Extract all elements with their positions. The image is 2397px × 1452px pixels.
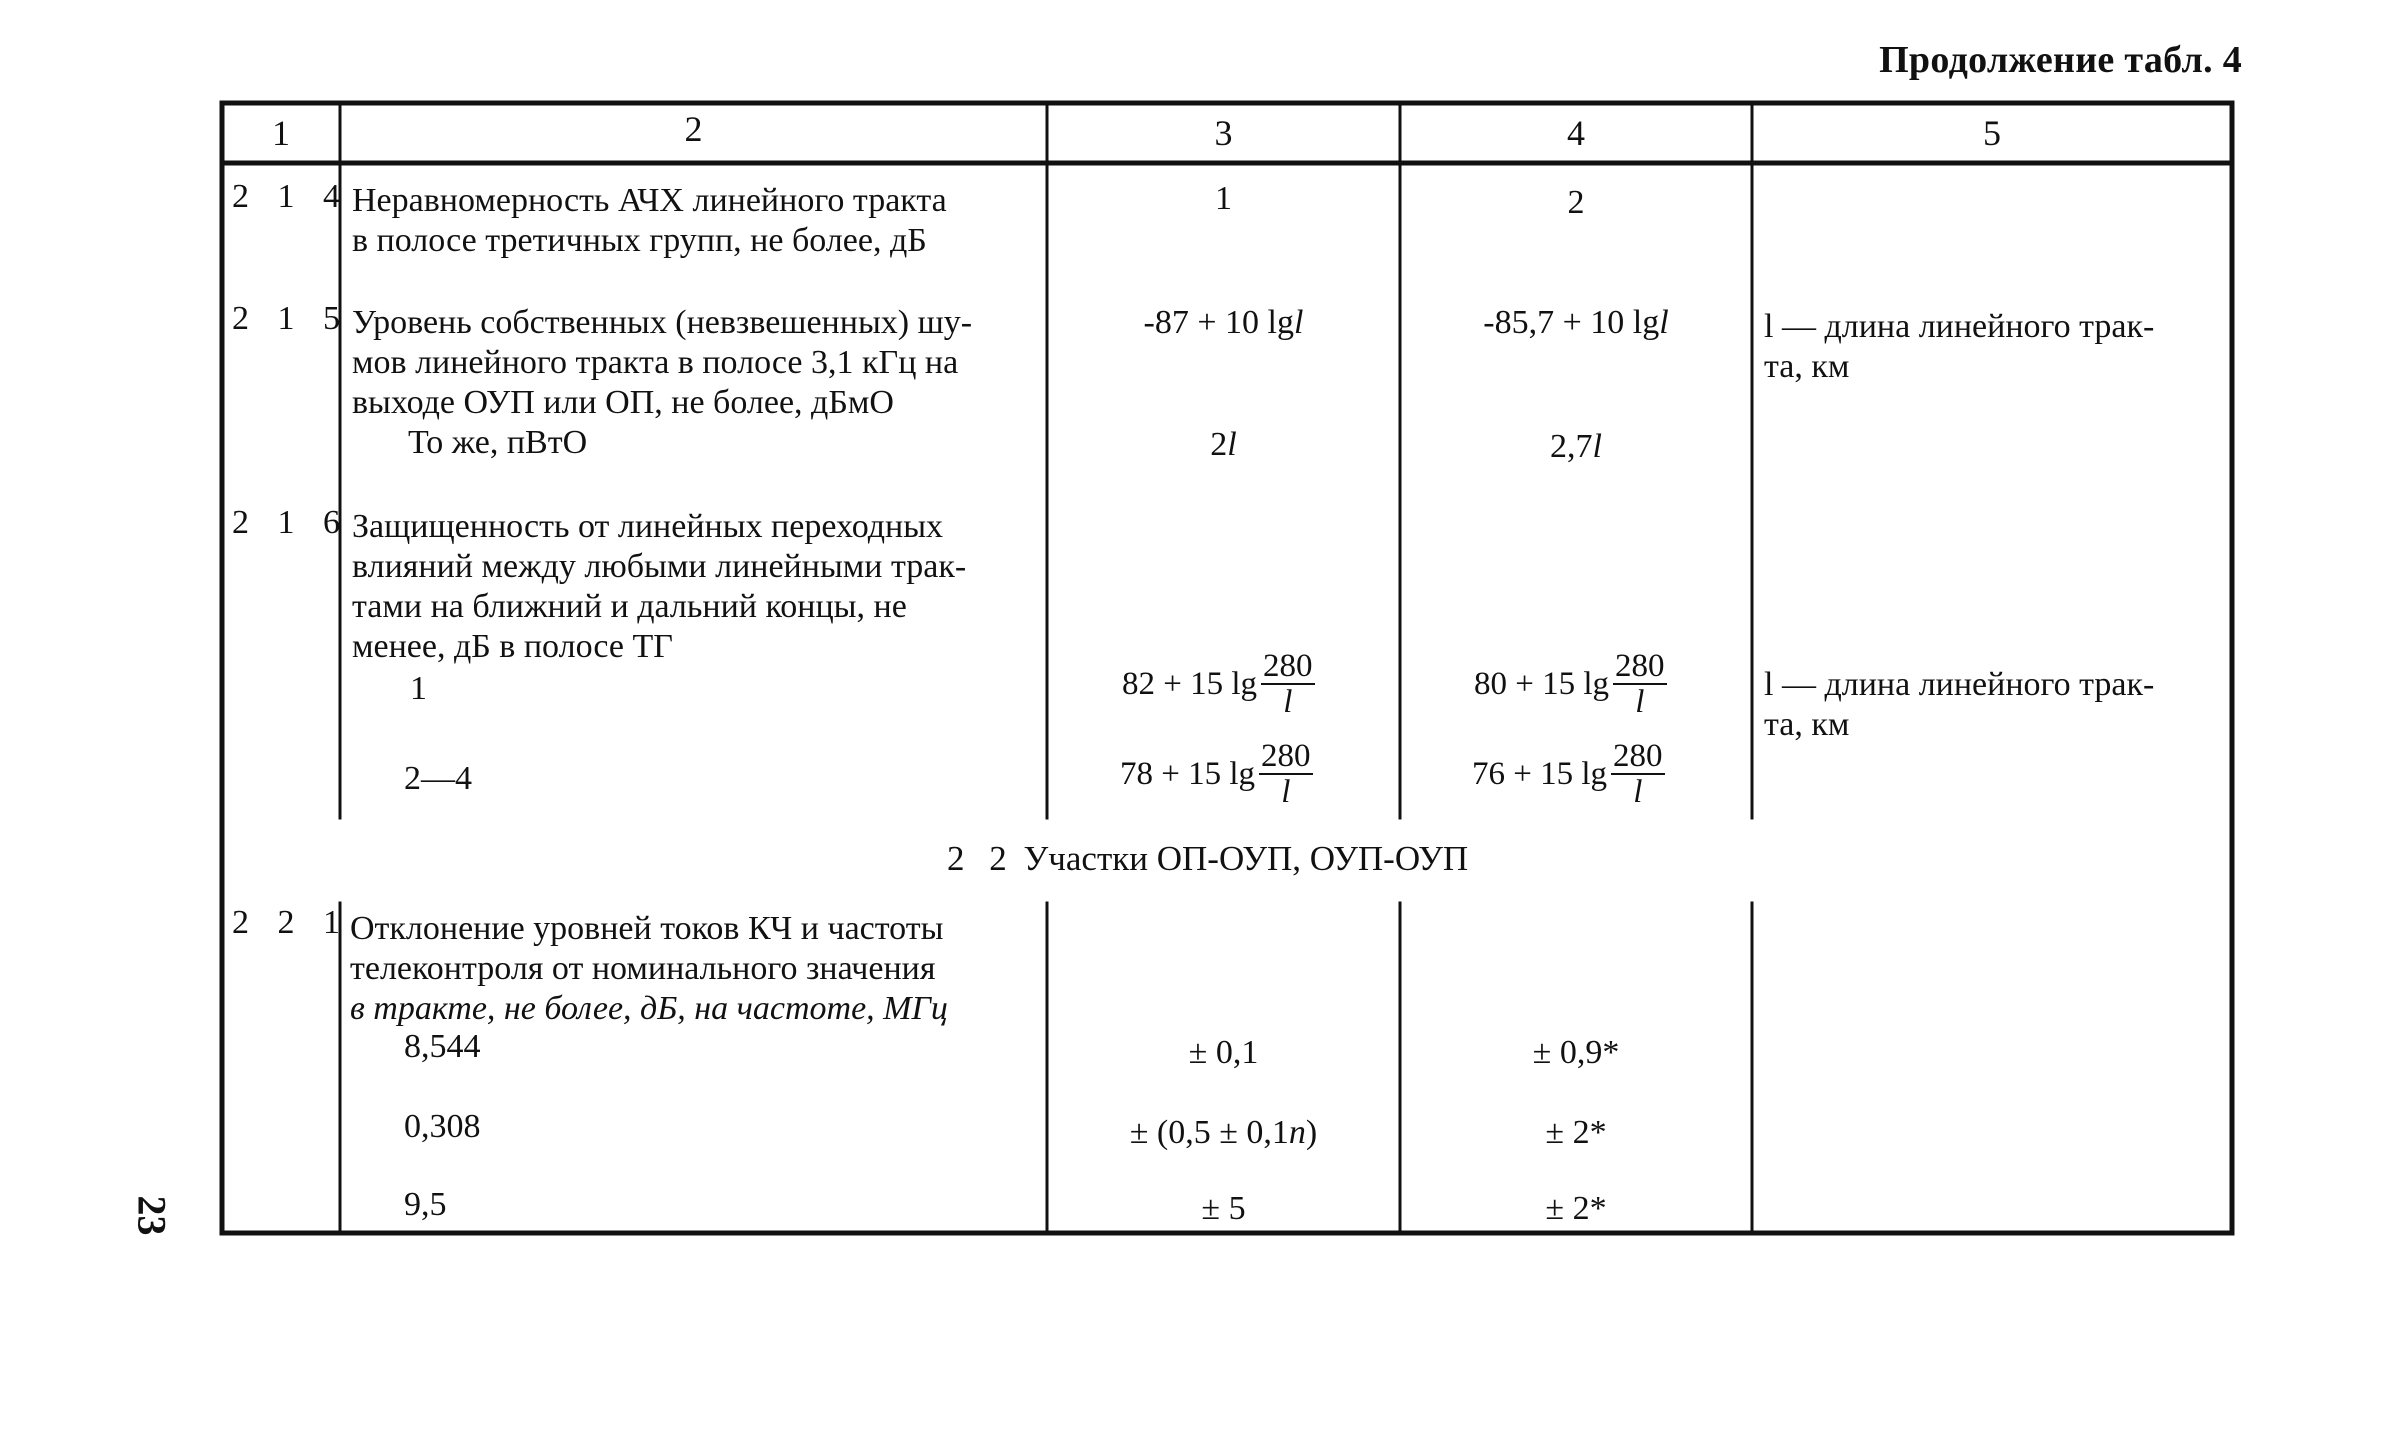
- fraction-numerator: 280: [1615, 648, 1665, 684]
- row-215-sub-col3-coef: 2: [1210, 426, 1228, 463]
- table-4-continued: [222, 103, 2232, 1233]
- row-221-sub-2-col3-tail: ): [1305, 1114, 1318, 1151]
- row-215-col4-var: l: [1659, 304, 1669, 341]
- row-216-sub-1-col3-formula: [1122, 649, 1315, 719]
- row-216-sub-1-col3-expr: 82 + 15 lg: [1122, 665, 1258, 702]
- row-221-sub-2-col3: [1047, 1113, 1400, 1153]
- column-header-3: 3: [1214, 113, 1233, 153]
- section-heading: [947, 839, 1468, 879]
- column-header-4: 4: [1567, 113, 1585, 153]
- row-221-sub-2-col3-expr: ± (0,5 ± 0,1: [1129, 1114, 1289, 1151]
- row-id-214: 2 1 4: [232, 178, 350, 215]
- fraction-denominator: l: [1281, 774, 1291, 810]
- column-header-2: 2: [684, 109, 703, 149]
- row-216-sub-1-col4-fraction: [1613, 649, 1667, 719]
- fraction-denominator: l: [1283, 684, 1293, 720]
- column-header-1: 1: [272, 113, 290, 153]
- row-221-sub-2-col4: ± 2*: [1545, 1114, 1607, 1151]
- row-214-col3: 1: [1215, 180, 1232, 217]
- row-216-description-line-3: тами на ближний и дальний концы, не: [352, 588, 907, 625]
- row-215-description-line-2: мов линейного тракта в полосе 3,1 кГц на: [352, 344, 959, 381]
- row-216-description-line-2: влияний между любыми линейными трак-: [352, 548, 967, 585]
- row-221-sub-1-col4: ± 0,9*: [1532, 1034, 1620, 1071]
- row-216-sub-2-col4-expr: 76 + 15 lg: [1472, 755, 1608, 792]
- row-216-sub-label-2: 2—4: [404, 760, 472, 797]
- row-id-216: 2 1 6: [232, 504, 350, 541]
- fraction-numerator: 280: [1263, 648, 1313, 684]
- section-number: 2 2: [947, 839, 1015, 878]
- row-216-sub-2-col3-fraction: [1259, 739, 1313, 809]
- row-216-sub-2-col4-fraction: [1611, 739, 1665, 809]
- row-221-sub-label-2: 0,308: [404, 1108, 481, 1145]
- row-215-note-line-2: та, км: [1764, 348, 1850, 385]
- row-215-description-line-3: выходе ОУП или ОП, не более, дБмО: [352, 384, 894, 421]
- row-215-note-line-1: l — длина линейного трак-: [1764, 308, 2155, 345]
- row-221-sub-3-col3: ± 5: [1201, 1190, 1246, 1227]
- row-216-description-line-1: Защищенность от линейных переходных: [352, 508, 944, 545]
- row-221-description-line-3: в тракте, не более, дБ, на частоте, МГц: [350, 990, 948, 1027]
- row-id-221: 2 2 1: [232, 904, 350, 941]
- row-216-note-line-2: та, км: [1764, 706, 1850, 743]
- row-id-215: 2 1 5: [232, 300, 350, 337]
- row-221-sub-label-1: 8,544: [404, 1028, 481, 1065]
- row-216-sub-label-1: 1: [410, 670, 427, 707]
- row-216-sub-2-col3-formula: [1120, 739, 1313, 809]
- row-215-col3-var: l: [1294, 304, 1304, 341]
- row-215-col3-expr: -87 + 10 lg: [1143, 304, 1294, 341]
- row-214-col4: 2: [1567, 184, 1585, 221]
- row-215-sub-col3-var: l: [1227, 426, 1237, 463]
- row-221-description-line-1: Отклонение уровней токов КЧ и частоты: [350, 910, 944, 947]
- row-221-sub-2-col3-var: n: [1288, 1114, 1306, 1151]
- fraction-numerator: 280: [1613, 738, 1663, 774]
- section-title: Участки ОП-ОУП, ОУП-ОУП: [1023, 839, 1469, 878]
- fraction-numerator: 280: [1261, 738, 1311, 774]
- page-number: 23: [129, 1195, 175, 1236]
- row-216-sub-1-col4-expr: 80 + 15 lg: [1474, 665, 1610, 702]
- row-216-sub-2-col4-formula: [1472, 739, 1665, 809]
- column-header-5: 5: [1983, 113, 2001, 153]
- row-216-note-line-1: l — длина линейного трак-: [1764, 666, 2155, 703]
- row-221-sub-label-3: 9,5: [404, 1186, 447, 1223]
- row-216-description-line-4: менее, дБ в полосе ТГ: [352, 628, 673, 665]
- table-continuation-caption: Продолжение табл. 4: [1879, 39, 2242, 81]
- row-216-sub-2-col3-expr: 78 + 15 lg: [1120, 755, 1256, 792]
- row-215-col4-expr: -85,7 + 10 lg: [1483, 304, 1660, 341]
- row-215-sub-col4-var: l: [1592, 428, 1602, 465]
- row-216-sub-1-col3-fraction: [1261, 649, 1315, 719]
- fraction-denominator: l: [1633, 774, 1643, 810]
- row-221-description-line-2: телеконтроля от номинального значения: [350, 950, 936, 987]
- row-215-sub-label: То же, пВтО: [408, 424, 588, 461]
- row-221-sub-3-col4: ± 2*: [1545, 1190, 1607, 1227]
- row-215-col3: [1047, 303, 1400, 343]
- row-216-sub-1-col4-formula: [1474, 649, 1667, 719]
- row-214-description-line-2: в полосе третичных групп, не более, дБ: [352, 222, 927, 259]
- row-215-sub-col4: [1400, 427, 1752, 467]
- fraction-denominator: l: [1635, 684, 1645, 720]
- row-215-col4: [1400, 303, 1752, 343]
- row-215-sub-col3: [1047, 425, 1400, 465]
- row-215-sub-col4-coef: 2,7: [1550, 428, 1593, 465]
- row-221-sub-1-col3: ± 0,1: [1188, 1034, 1259, 1071]
- row-214-description-line-1: Неравномерность АЧХ линейного тракта: [352, 182, 947, 219]
- row-215-description-line-1: Уровень собственных (невзвешенных) шу-: [352, 304, 973, 341]
